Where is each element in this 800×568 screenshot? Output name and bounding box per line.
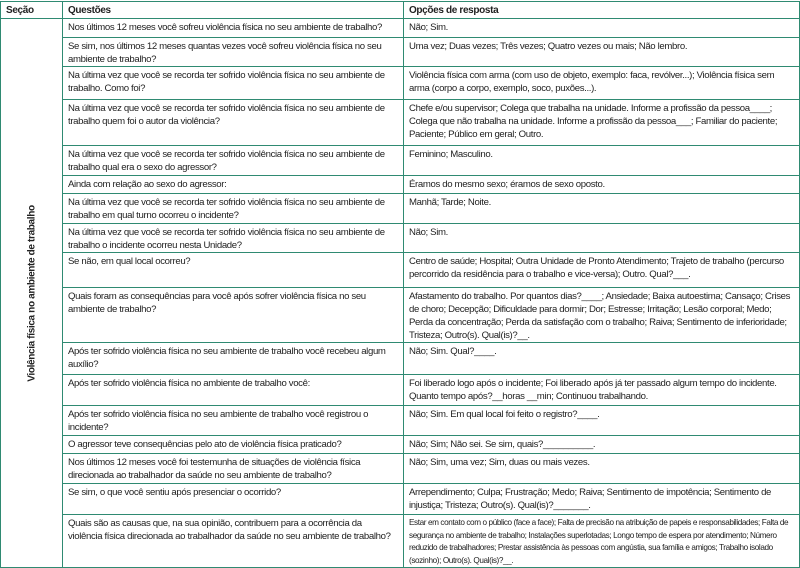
answer-options-cell: Éramos do mesmo sexo; éramos de sexo oposto. xyxy=(404,176,800,194)
answer-options-cell: Não; Sim. xyxy=(404,19,800,38)
answer-options-cell: Chefe e/ou supervisor; Colega que trabalha na unidade. Informe a profissão da pessoa____; Colega que não trabalha na unidade. Informe a profissão da pessoa___; Familiar do paciente; Paciente; Público em geral; Outro. xyxy=(404,100,800,146)
question-cell: Após ter sofrido violência física no ambiente de trabalho você: xyxy=(63,375,404,406)
table-row xyxy=(1,19,800,38)
question-cell: Quais são as causas que, na sua opinião, contribuem para a ocorrência da violência física direcionada ao trabalhador da saúde no seu ambiente de trabalho? xyxy=(63,515,404,568)
table-row xyxy=(1,176,800,194)
answer-options-cell: Estar em contato com o público (face a face); Falta de precisão na atribuição de papeis e responsabilidades; Falta de segurança no ambiente de trabalho; Instalações superlotadas; Longo tempo de espera por atendimento; Número reduzido de trabalhadores; Prestar assistência às pessoas com angústia, sua família e amigos; Trabalho isolado (sozinho); Outro(s). Qual(is)?__. xyxy=(404,515,800,568)
header-options: Opções de resposta xyxy=(404,2,800,19)
table-row xyxy=(1,375,800,406)
question-cell: Na última vez que você se recorda ter sofrido violência física no seu ambiente de trabalho em qual turno ocorreu o incidente? xyxy=(63,194,404,224)
header-row xyxy=(1,2,800,19)
question-cell: Se sim, o que você sentiu após presenciar o ocorrido? xyxy=(63,484,404,515)
table-row xyxy=(1,194,800,224)
question-cell: Se não, em qual local ocorreu? xyxy=(63,253,404,288)
table-row xyxy=(1,436,800,454)
questionnaire-table xyxy=(0,1,800,568)
table-row xyxy=(1,484,800,515)
question-cell: O agressor teve consequências pelo ato de violência física praticado? xyxy=(63,436,404,454)
table-row xyxy=(1,146,800,176)
answer-options-cell: Não; Sim, uma vez; Sim, duas ou mais vezes. xyxy=(404,454,800,484)
header-section: Seção xyxy=(1,2,63,19)
question-cell: Ainda com relação ao sexo do agressor: xyxy=(63,176,404,194)
question-cell: Nos últimos 12 meses você sofreu violência física no seu ambiente de trabalho? xyxy=(63,19,404,38)
section-label: Violência física no ambiente de trabalho xyxy=(26,204,37,382)
answer-options-cell: Afastamento do trabalho. Por quantos dias?____; Ansiedade; Baixa autoestima; Cansaço; Crises de choro; Decepção; Dificuldade para dormir; Dor; Estresse; Irritação; Lesão corporal; Medo; Perda da concentração; Perda da satisfação com o trabalho; Raiva; Sentimento de inferioridade; Tristeza; Outro(s). Qual(is)?__. xyxy=(404,288,800,343)
table-row xyxy=(1,224,800,253)
answer-options-cell: Violência física com arma (com uso de objeto, exemplo: faca, revólver...); Violência física sem arma (corpo a corpo, exemplo, soco, puxões...). xyxy=(404,67,800,100)
question-cell: Após ter sofrido violência física no seu ambiente de trabalho você registrou o incidente? xyxy=(63,406,404,436)
table-row xyxy=(1,67,800,100)
question-cell: Na última vez que você se recorda ter sofrido violência física no seu ambiente de trabalho. Como foi? xyxy=(63,67,404,100)
answer-options-cell: Manhã; Tarde; Noite. xyxy=(404,194,800,224)
answer-options-cell: Foi liberado logo após o incidente; Foi liberado após já ter passado algum tempo do incidente. Quanto tempo após?__horas __min; Continuou trabalhando. xyxy=(404,375,800,406)
answer-options-cell: Não; Sim. Em qual local foi feito o registro?____. xyxy=(404,406,800,436)
answer-options-cell: Não; Sim. Qual?____. xyxy=(404,343,800,375)
table-row xyxy=(1,38,800,67)
question-cell: Após ter sofrido violência física no seu ambiente de trabalho você recebeu algum auxílio? xyxy=(63,343,404,375)
section-cell xyxy=(1,19,63,568)
table-row xyxy=(1,253,800,288)
header-questions: Questões xyxy=(63,2,404,19)
answer-options-cell: Arrependimento; Culpa; Frustração; Medo; Raiva; Sentimento de impotência; Sentimento de injustiça; Tristeza; Outro(s). Qual(is)?_______. xyxy=(404,484,800,515)
table-row xyxy=(1,343,800,375)
table-row xyxy=(1,288,800,343)
question-cell: Quais foram as consequências para você após sofrer violência física no seu ambiente de trabalho? xyxy=(63,288,404,343)
table-row xyxy=(1,454,800,484)
question-cell: Na última vez que você se recorda ter sofrido violência física no seu ambiente de trabalho quem foi o autor da violência? xyxy=(63,100,404,146)
answer-options-cell: Uma vez; Duas vezes; Três vezes; Quatro vezes ou mais; Não lembro. xyxy=(404,38,800,67)
question-cell: Nos últimos 12 meses você foi testemunha de situações de violência física direcionada ao trabalhador da saúde no seu ambiente de trabalho? xyxy=(63,454,404,484)
question-cell: Na última vez que você se recorda ter sofrido violência física no seu ambiente de trabalho o incidente ocorreu nesta Unidade? xyxy=(63,224,404,253)
table-row xyxy=(1,406,800,436)
question-cell: Na última vez que você se recorda ter sofrido violência física no seu ambiente de trabalho qual era o sexo do agressor? xyxy=(63,146,404,176)
answer-options-cell: Centro de saúde; Hospital; Outra Unidade de Pronto Atendimento; Trajeto de trabalho (percurso percorrido da residência para o trabalho e vice-versa); Outro. Qual?___. xyxy=(404,253,800,288)
table-row xyxy=(1,515,800,568)
answer-options-cell: Não; Sim; Não sei. Se sim, quais?__________. xyxy=(404,436,800,454)
question-cell: Se sim, nos últimos 12 meses quantas vezes você sofreu violência física no seu ambiente de trabalho? xyxy=(63,38,404,67)
answer-options-cell: Feminino; Masculino. xyxy=(404,146,800,176)
table-row xyxy=(1,100,800,146)
answer-options-cell: Não; Sim. xyxy=(404,224,800,253)
